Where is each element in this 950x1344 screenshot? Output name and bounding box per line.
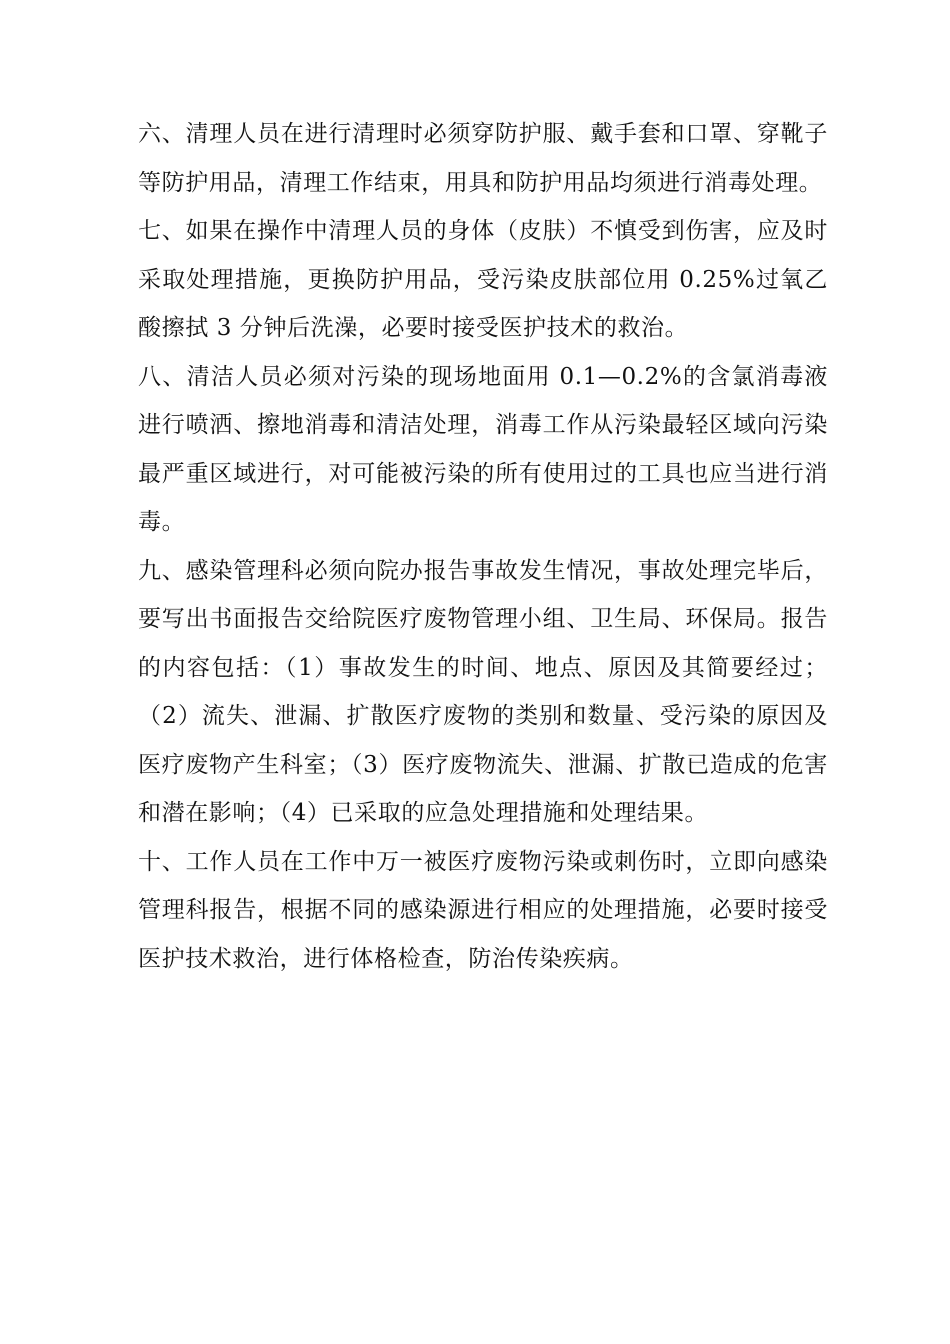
document-body: [138, 110, 828, 983]
paragraph-item-8: 八、清洁人员必须对污染的现场地面用 0.1—0.2%的含氯消毒液进行喷洒、擦地消毒和清洁处理，消毒工作从污染最轻区域向污染最严重区域进行，对可能被污染的所有使用过的工具也应当进行消毒。: [138, 363, 828, 535]
paragraph-item-9: 九、感染管理科必须向院办报告事故发生情况，事故处理完毕后，要写出书面报告交给院医疗废物管理小组、卫生局、环保局。报告的内容包括：（1）事故发生的时间、地点、原因及其简要经过；（2）流失、泄漏、扩散医疗废物的类别和数量、受污染的原因及医疗废物产生科室；（3）医疗废物流失、泄漏、扩散已造成的危害和潜在影响；（4）已采取的应急处理措施和处理结果。: [138, 557, 828, 826]
paragraph-item-7: 七、如果在操作中清理人员的身体（皮肤）不慎受到伤害，应及时采取处理措施，更换防护用品，受污染皮肤部位用 0.25%过氧乙酸擦拭 3 分钟后洗澡，必要时接受医护技术的救治。: [138, 218, 828, 341]
paragraph-item-6: 六、清理人员在进行清理时必须穿防护服、戴手套和口罩、穿靴子等防护用品，清理工作结束，用具和防护用品均须进行消毒处理。: [138, 121, 828, 196]
paragraph-item-10: 十、工作人员在工作中万一被医疗废物污染或刺伤时，立即向感染管理科报告，根据不同的感染源进行相应的处理措施，必要时接受医护技术救治，进行体格检查，防治传染疾病。: [138, 848, 828, 972]
